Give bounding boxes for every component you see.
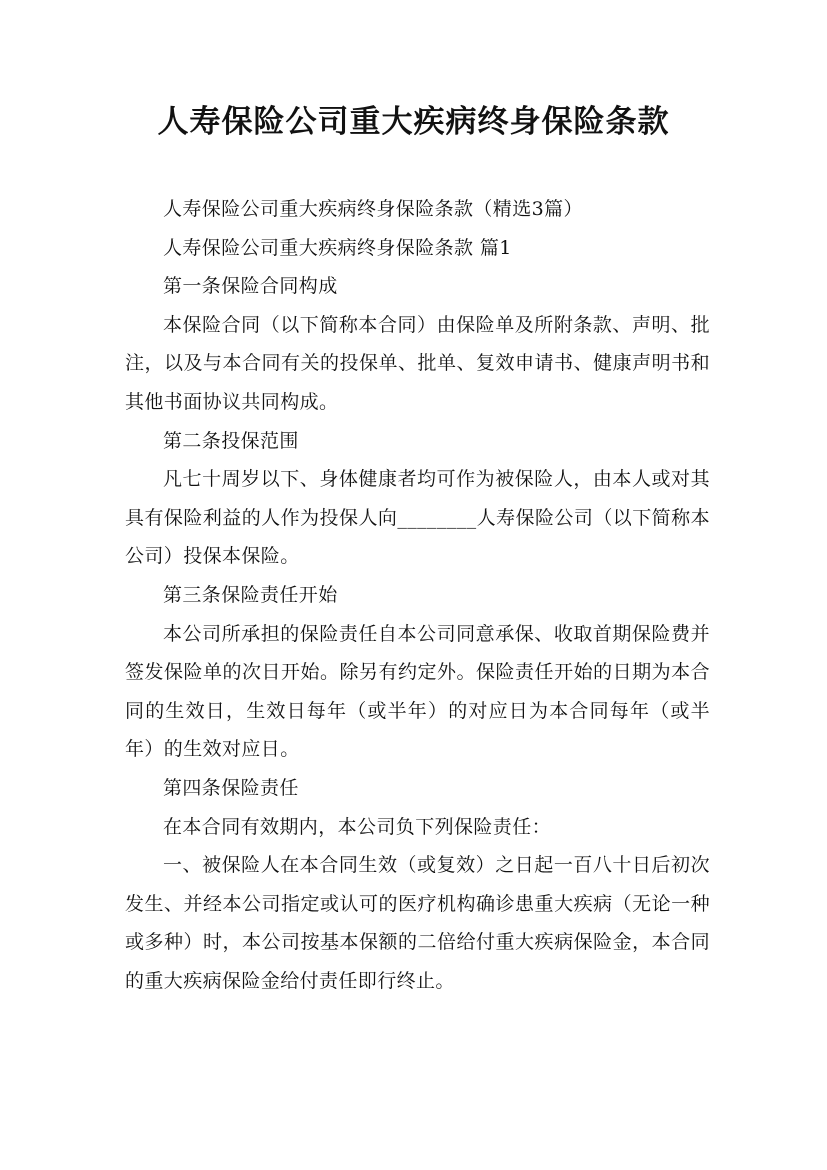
paragraph-article-4-item-1: 一、被保险人在本合同生效（或复效）之日起一百八十日后初次发生、并经本公司指定或认可的医疗机构确诊患重大疾病（无论一种或多种）时，本公司按基本保额的二倍给付重大疾病保险金，本合同的重大疾病保险金给付责任即行终止。: [125, 854, 710, 992]
paragraph-subtitle: 人寿保险公司重大疾病终身保险条款（精选3篇）: [163, 198, 583, 220]
paragraph-section-heading: 人寿保险公司重大疾病终身保险条款 篇1: [163, 236, 512, 259]
paragraph-article-3-text: 本公司所承担的保险责任自本公司同意承保、收取首期保险费并签发保险单的次日开始。除另有约定外。保险责任开始的日期为本合同的生效日，生效日每年（或半年）的对应日为本合同每年（或半年）的生效对应日。: [125, 622, 710, 761]
document-title: 人寿保险公司重大疾病终身保险条款: [157, 104, 670, 140]
paragraph-article-4-heading: 第四条保险责任: [163, 776, 299, 799]
document-body: [125, 190, 710, 1000]
paragraph-article-1-heading: 第一条保险合同构成: [163, 275, 338, 298]
paragraph-article-4-intro: 在本合同有效期内，本公司负下列保险责任：: [163, 815, 552, 838]
paragraph-article-2-heading: 第二条投保范围: [163, 429, 299, 452]
paragraph-article-2-text: 凡七十周岁以下、身体健康者均可作为被保险人，由本人或对其具有保险利益的人作为投保人向________人寿保险公司（以下简称本公司）投保本保险。: [125, 468, 710, 568]
paragraph-article-3-heading: 第三条保险责任开始: [163, 583, 338, 606]
paragraph-article-1-text: 本保险合同（以下简称本合同）由保险单及所附条款、声明、批注，以及与本合同有关的投保单、批单、复效申请书、健康声明书和其他书面协议共同构成。: [125, 313, 710, 413]
